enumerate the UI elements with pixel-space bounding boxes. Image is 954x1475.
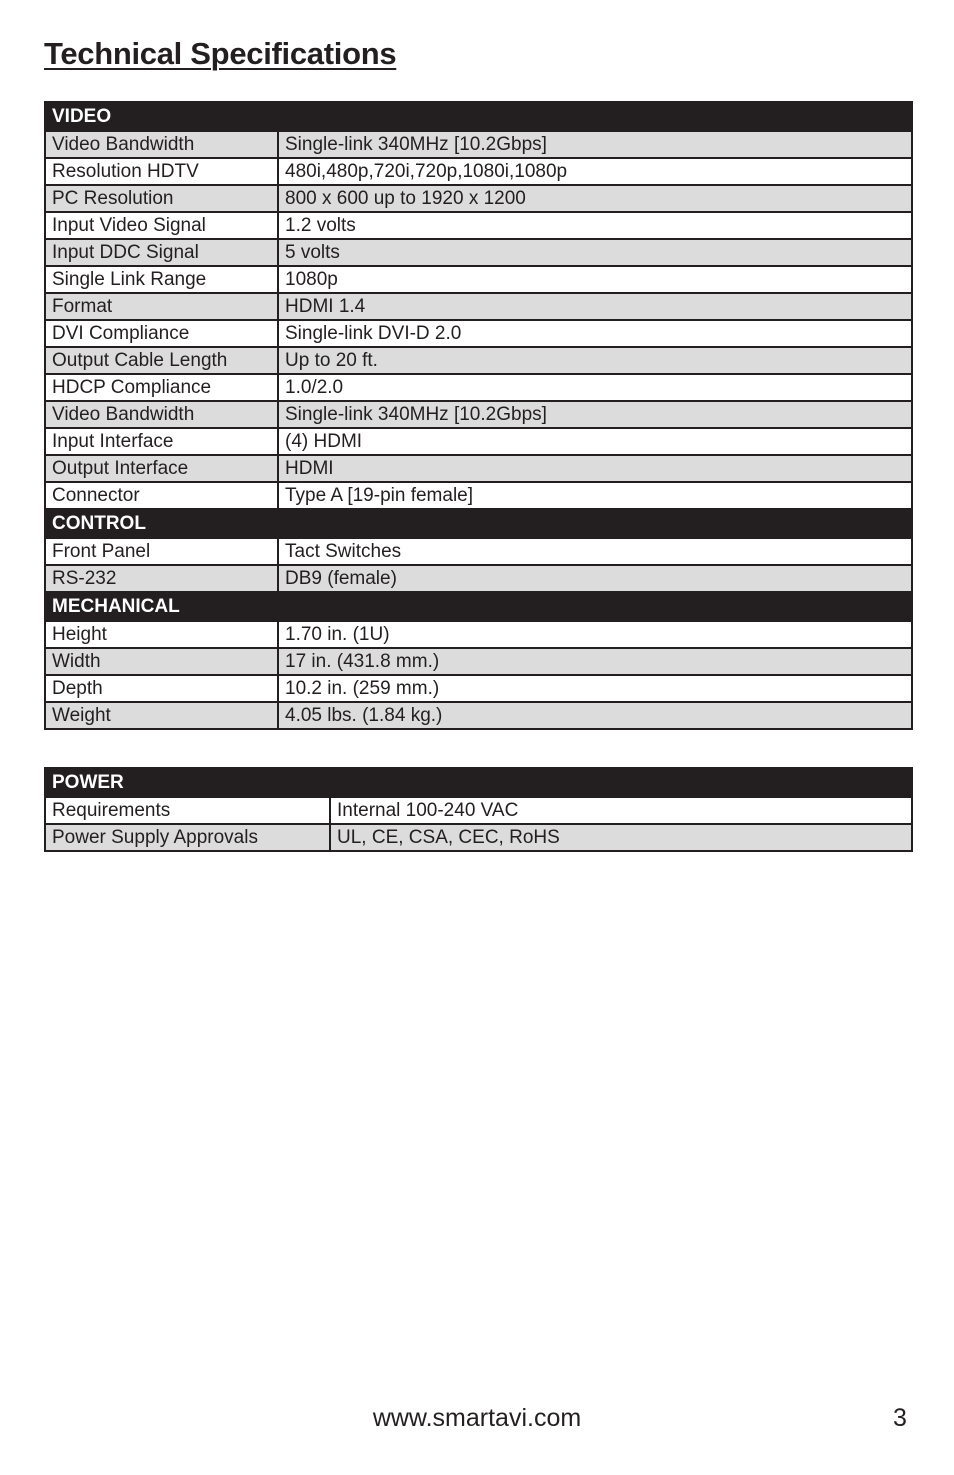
spec-label: Video Bandwidth xyxy=(45,131,278,158)
spec-row xyxy=(45,347,912,374)
spec-row xyxy=(45,482,912,509)
spec-row xyxy=(45,621,912,648)
spec-value: 1.70 in. (1U) xyxy=(278,621,912,648)
section-header-video xyxy=(45,102,912,131)
spec-value: Tact Switches xyxy=(278,538,912,565)
spec-row xyxy=(45,401,912,428)
spec-row xyxy=(45,212,912,239)
spec-value: Single-link 340MHz [10.2Gbps] xyxy=(278,401,912,428)
spec-value: Single-link DVI-D 2.0 xyxy=(278,320,912,347)
spec-value: Up to 20 ft. xyxy=(278,347,912,374)
footer-website-url: www.smartavi.com xyxy=(372,1404,582,1432)
spec-value: HDMI 1.4 xyxy=(278,293,912,320)
section-title: MECHANICAL xyxy=(45,592,912,621)
section-title: VIDEO xyxy=(45,102,912,131)
spec-value: 1.0/2.0 xyxy=(278,374,912,401)
spec-value: 800 x 600 up to 1920 x 1200 xyxy=(278,185,912,212)
spec-label: Height xyxy=(45,621,278,648)
spec-row xyxy=(45,824,912,851)
page-number: 3 xyxy=(893,1404,907,1432)
spec-row xyxy=(45,675,912,702)
spec-row xyxy=(45,320,912,347)
spec-row xyxy=(45,565,912,592)
spec-label: Weight xyxy=(45,702,278,729)
spec-label: Input Video Signal xyxy=(45,212,278,239)
spec-row xyxy=(45,239,912,266)
section-header-power xyxy=(45,768,912,797)
spec-label: PC Resolution xyxy=(45,185,278,212)
spec-value: Single-link 340MHz [10.2Gbps] xyxy=(278,131,912,158)
spec-row xyxy=(45,266,912,293)
spec-row xyxy=(45,185,912,212)
spec-row xyxy=(45,797,912,824)
spec-label: Video Bandwidth xyxy=(45,401,278,428)
spec-label: Single Link Range xyxy=(45,266,278,293)
spec-table-power xyxy=(44,767,911,852)
spec-value: (4) HDMI xyxy=(278,428,912,455)
spec-row xyxy=(45,648,912,675)
spec-value: Internal 100-240 VAC xyxy=(330,797,912,824)
spec-row xyxy=(45,293,912,320)
spec-label: Resolution HDTV xyxy=(45,158,278,185)
spec-label: RS-232 xyxy=(45,565,278,592)
spec-label: Format xyxy=(45,293,278,320)
spec-label: Power Supply Approvals xyxy=(45,824,330,851)
spec-value: 480i,480p,720i,720p,1080i,1080p xyxy=(278,158,912,185)
section-title: POWER xyxy=(45,768,912,797)
spec-value: 5 volts xyxy=(278,239,912,266)
spec-value: 4.05 lbs. (1.84 kg.) xyxy=(278,702,912,729)
spec-table-main xyxy=(44,101,911,730)
spec-value: 17 in. (431.8 mm.) xyxy=(278,648,912,675)
section-title: CONTROL xyxy=(45,509,912,538)
page-title: Technical Specifications xyxy=(44,36,397,71)
spec-label: DVI Compliance xyxy=(45,320,278,347)
spec-row xyxy=(45,158,912,185)
spec-label: Requirements xyxy=(45,797,330,824)
spec-label: Input DDC Signal xyxy=(45,239,278,266)
spec-label: Output Cable Length xyxy=(45,347,278,374)
spec-label: Connector xyxy=(45,482,278,509)
spec-value: 10.2 in. (259 mm.) xyxy=(278,675,912,702)
spec-value: Type A [19-pin female] xyxy=(278,482,912,509)
spec-value: 1080p xyxy=(278,266,912,293)
spec-label: Output Interface xyxy=(45,455,278,482)
spec-row xyxy=(45,702,912,729)
spec-label: Front Panel xyxy=(45,538,278,565)
spec-row xyxy=(45,428,912,455)
spec-value: HDMI xyxy=(278,455,912,482)
spec-value: DB9 (female) xyxy=(278,565,912,592)
spec-row xyxy=(45,455,912,482)
spec-value: 1.2 volts xyxy=(278,212,912,239)
spec-row xyxy=(45,538,912,565)
section-header-control xyxy=(45,509,912,538)
spec-label: Depth xyxy=(45,675,278,702)
spec-label: Width xyxy=(45,648,278,675)
section-header-mechanical xyxy=(45,592,912,621)
spec-row xyxy=(45,374,912,401)
spec-label: HDCP Compliance xyxy=(45,374,278,401)
spec-label: Input Interface xyxy=(45,428,278,455)
spec-value: UL, CE, CSA, CEC, RoHS xyxy=(330,824,912,851)
spec-row xyxy=(45,131,912,158)
